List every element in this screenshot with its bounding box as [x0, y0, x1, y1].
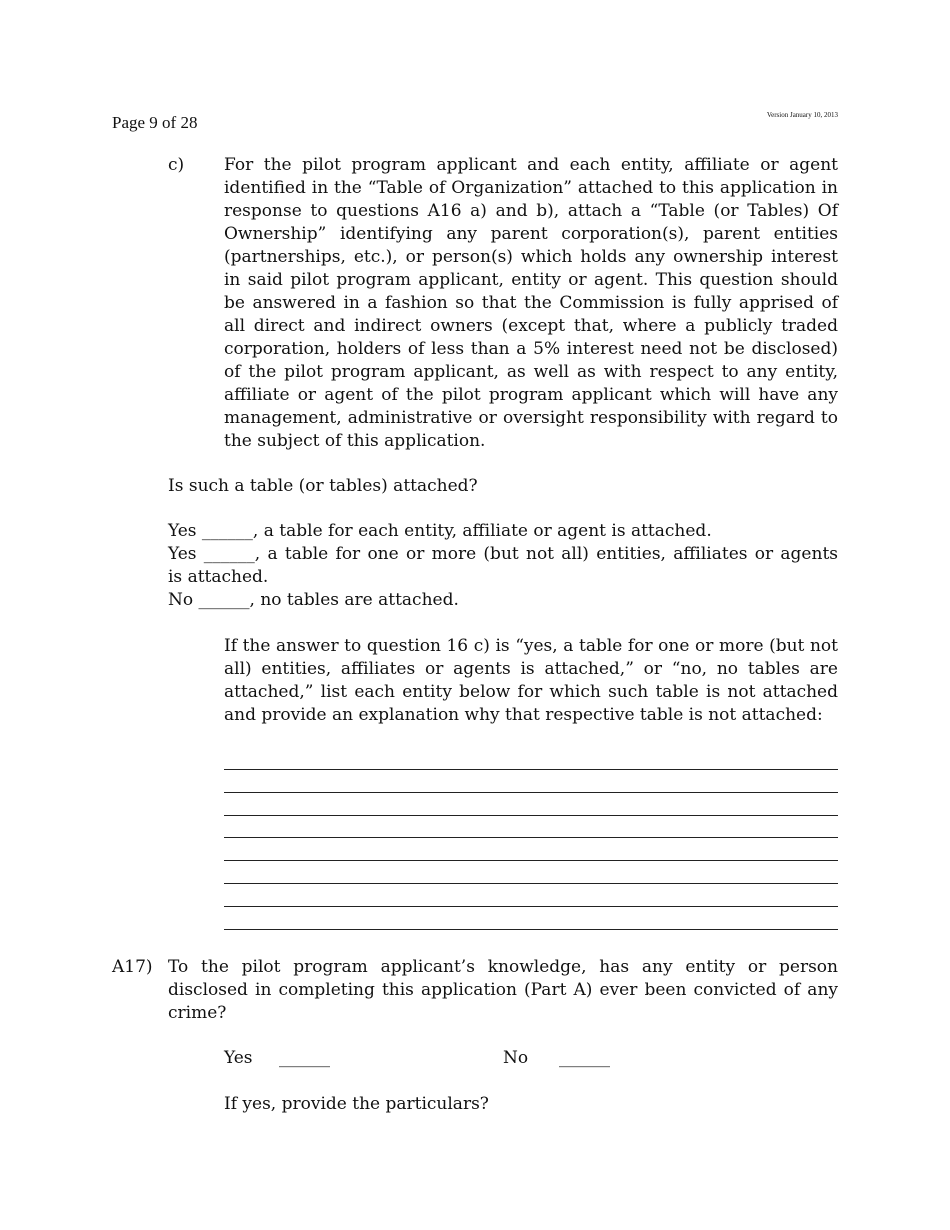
option-yes-all: Yes ______, a table for each entity, affiliate or agent is attached.: [168, 521, 712, 541]
answer-line[interactable]: [224, 860, 838, 861]
option-yes-some-continued: is attached.: [168, 567, 269, 587]
a17-no-label: No: [503, 1048, 529, 1068]
attachment-options: [168, 520, 838, 612]
page-number: Page 9 of 28: [112, 113, 198, 132]
answer-line[interactable]: [224, 792, 838, 793]
question-a17-label: A17): [112, 957, 153, 977]
option-yes-some: Yes ______, a table for one or more (but not all) entities, affiliates or agents: [168, 544, 838, 564]
explanation-instruction: If the answer to question 16 c) is “yes, a table for one or more (but not all) entities, affiliates or agents is attached,” or “no, no tables are attached,” list each entity below for which such table is not attached and provide an explanation why that respective table is not attached:: [224, 636, 838, 725]
item-c-paragraph: For the pilot program applicant and each entity, affiliate or agent identified in the “Table of Organization” attached to this application in response to questions A16 a) and b), attach a “Table (or Tables) Of Ownership” identifying any parent corporation(s), parent entities (partnerships, etc.), or person(s) which holds any ownership interest in said pilot program applicant, entity or agent. This question should be answered in a fashion so that the Commission is fully apprised of all direct and indirect owners (except that, where a publicly traded corporation, holders of less than a 5% interest need not be disclosed) of the pilot program applicant, as well as with respect to any entity, affiliate or agent of the pilot program applicant which will have any management, administrative or oversight responsibility with regard to the subject of this application.: [224, 155, 838, 451]
a17-yes-label: Yes: [224, 1048, 253, 1068]
item-label-c: c): [168, 155, 185, 175]
question-a17-text: To the pilot program applicant’s knowledge, has any entity or person disclosed in completing this application (Part A) ever been convicted of any crime?: [168, 957, 838, 1023]
option-no: No ______, no tables are attached.: [168, 590, 459, 610]
answer-line[interactable]: [224, 929, 838, 930]
version-note: Version January 10, 2013: [766, 111, 838, 119]
answer-line[interactable]: [224, 883, 838, 884]
a17-yes-blank[interactable]: ______: [279, 1048, 330, 1068]
answer-line[interactable]: [224, 815, 838, 816]
answer-line[interactable]: [224, 906, 838, 907]
a17-followup: If yes, provide the particulars?: [224, 1094, 489, 1114]
answer-line[interactable]: [224, 837, 838, 838]
answer-line[interactable]: [224, 769, 838, 770]
a17-no-blank[interactable]: ______: [559, 1048, 610, 1068]
table-attached-question: Is such a table (or tables) attached?: [168, 476, 478, 496]
